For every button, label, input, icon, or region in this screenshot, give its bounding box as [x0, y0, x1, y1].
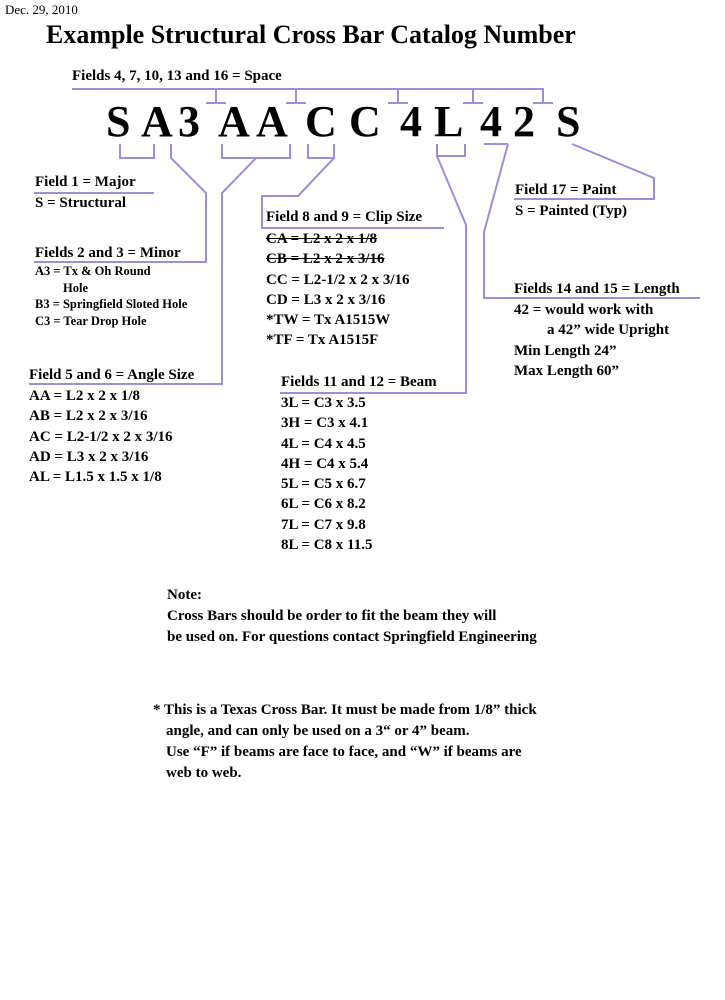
fields2-3-label: Fields 2 and 3 = Minor — [35, 245, 181, 261]
field1-connector — [120, 144, 154, 158]
texas-note-block — [153, 700, 537, 784]
list-item: 3H = C3 x 4.1 — [281, 415, 369, 432]
list-item: Hole — [63, 280, 88, 295]
list-item: 4H = C4 x 5.4 — [281, 455, 369, 472]
list-item: A3 = Tx & Oh Round — [35, 264, 151, 278]
texas-note-line: * This is a Texas Cross Bar. It must be made from 1/8” thick — [153, 702, 537, 718]
code-char-15: 2 — [513, 97, 535, 146]
list-item: AD = L3 x 2 x 3/16 — [29, 448, 149, 465]
list-item: CD = L3 x 2 x 3/16 — [266, 291, 386, 308]
texas-note-line: web to web. — [166, 765, 242, 781]
list-item: AB = L2 x 2 x 3/16 — [29, 408, 148, 425]
note-block — [167, 585, 537, 648]
code-char-8: C — [305, 97, 337, 146]
fields11-12-label: Fields 11 and 12 = Beam — [281, 374, 437, 390]
field1-label: Field 1 = Major — [35, 174, 136, 190]
list-item: Max Length 60” — [514, 362, 619, 379]
field17-value: S = Painted (Typ) — [515, 203, 628, 219]
fields14-15-label: Fields 14 and 15 = Length — [514, 281, 680, 297]
fields2-3-list — [35, 263, 187, 329]
field17-label: Field 17 = Paint — [515, 182, 617, 198]
list-item: CC = L2-1/2 x 2 x 3/16 — [266, 271, 410, 288]
space-fields-label: Fields 4, 7, 10, 13 and 16 = Space — [72, 68, 282, 84]
fields8-9-label: Field 8 and 9 = Clip Size — [266, 209, 423, 225]
list-item: AC = L2-1/2 x 2 x 3/16 — [29, 428, 173, 445]
field1-value: S = Structural — [35, 195, 127, 211]
list-item: *TF = Tx A1515F — [266, 332, 379, 349]
list-item: 42 = would work with — [514, 302, 654, 318]
code-char-2: A — [141, 97, 173, 146]
code-char-3: 3 — [178, 97, 200, 146]
fields14-15-list — [514, 300, 669, 381]
list-item: 4L = C4 x 4.5 — [281, 435, 366, 452]
code-char-5: A — [218, 97, 250, 146]
page-title: Example Structural Cross Bar Catalog Number — [46, 20, 576, 49]
code-char-12: L — [434, 97, 464, 146]
fields8-9-connector — [308, 144, 334, 158]
list-item: 7L = C7 x 9.8 — [281, 516, 366, 533]
fields5-6-list — [29, 386, 173, 487]
list-item: AA = L2 x 2 x 1/8 — [29, 388, 141, 404]
fields11-12-list — [281, 393, 372, 555]
note-line: Cross Bars should be order to fit the beam they will — [167, 608, 497, 624]
list-item: 3L = C3 x 3.5 — [281, 395, 366, 411]
list-item: CB = L2 x 2 x 3/16 — [266, 251, 385, 268]
code-char-11: 4 — [400, 97, 422, 146]
list-item: 8L = C8 x 11.5 — [281, 537, 373, 554]
fields5-6-label: Field 5 and 6 = Angle Size — [29, 367, 195, 383]
list-item: 6L = C6 x 8.2 — [281, 496, 366, 513]
date-label: Dec. 29, 2010 — [5, 2, 78, 17]
texas-note-line: Use “F” if beams are face to face, and “W” if beams are — [166, 744, 522, 760]
list-item: a 42” wide Upright — [547, 322, 670, 339]
list-item: Min Length 24” — [514, 342, 617, 359]
note-heading: Note: — [167, 587, 202, 603]
note-line: be used on. For questions contact Springfield Engineering — [167, 629, 537, 645]
list-item: B3 = Springfield Sloted Hole — [35, 297, 188, 311]
code-char-14: 4 — [480, 97, 502, 146]
code-char-1: S — [106, 97, 131, 146]
texas-note-line: angle, and can only be used on a 3“ or 4” beam. — [166, 723, 470, 739]
code-char-6: A — [256, 97, 288, 146]
list-item: CA = L2 x 2 x 1/8 — [266, 231, 378, 247]
fields5-6-connector — [222, 144, 290, 158]
list-item: AL = L1.5 x 1.5 x 1/8 — [29, 469, 162, 486]
fields8-9-list — [266, 229, 410, 351]
code-char-9: C — [349, 97, 381, 146]
list-item: C3 = Tear Drop Hole — [35, 313, 147, 328]
code-char-17: S — [556, 97, 581, 146]
list-item: *TW = Tx A1515W — [266, 312, 391, 329]
list-item: 5L = C5 x 6.7 — [281, 476, 366, 493]
